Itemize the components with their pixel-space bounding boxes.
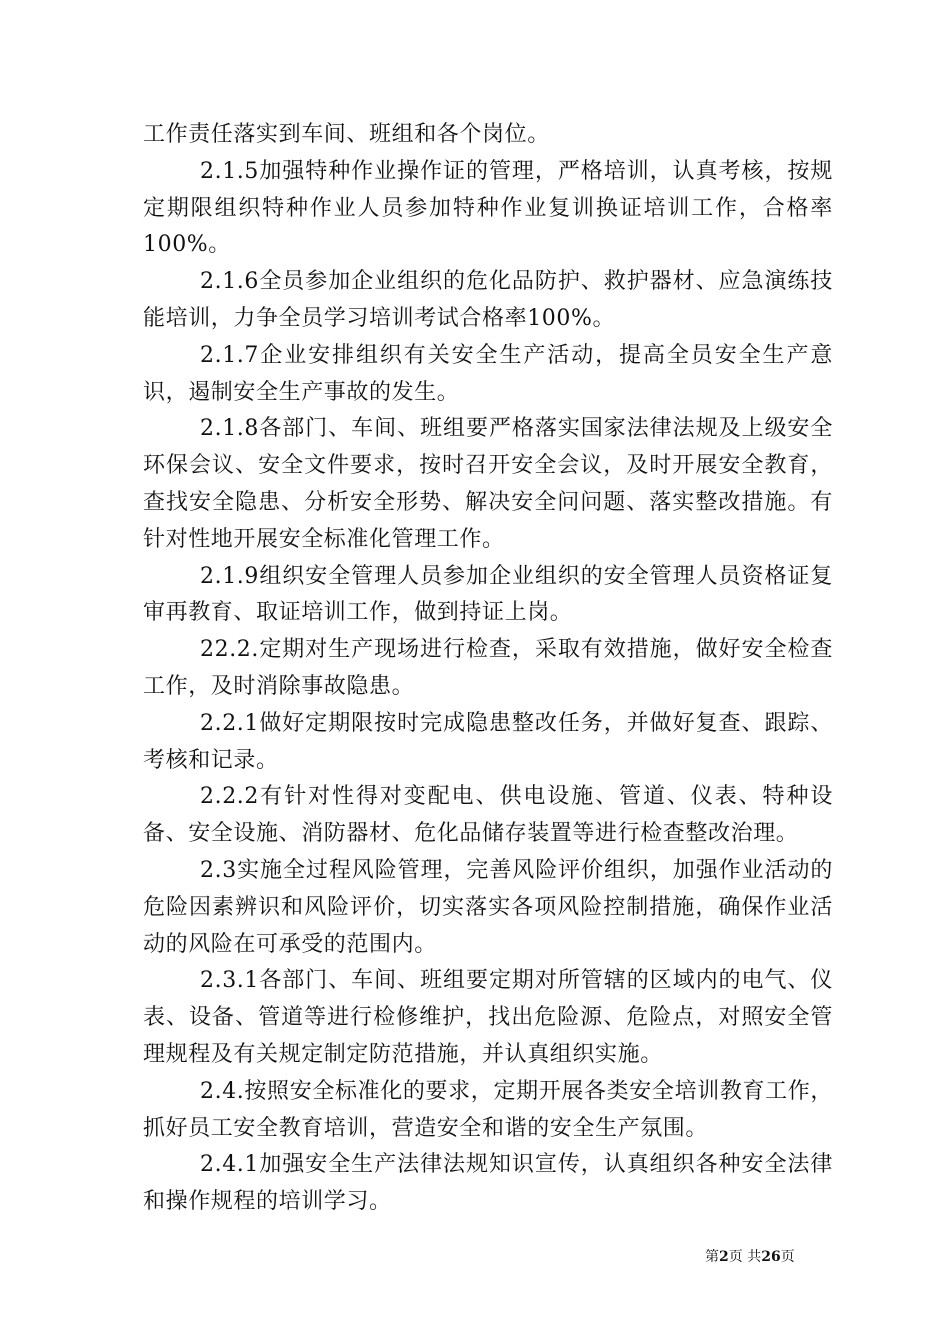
page-number-suffix: 页 bbox=[780, 1249, 795, 1265]
paragraph: 2.1.5加强特种作业操作证的管理，严格培训，认真考核，按规定期限组织特种作业人员参加特种作业复训换证培训工作，合格率100%。 bbox=[143, 158, 833, 258]
paragraph: 工作责任落实到车间、班组和各个岗位。 bbox=[143, 122, 550, 147]
page-number-prefix: 第 bbox=[705, 1249, 719, 1265]
paragraph: 2.2.2有针对性得对变配电、供电设施、管道、仪表、特种设备、安全设施、消防器材、危化品储存装置等进行检查整改治理。 bbox=[143, 784, 833, 847]
paragraph: 2.1.7企业安排组织有关安全生产活动，提高全员安全生产意识，遏制安全生产事故的发生。 bbox=[143, 342, 833, 405]
paragraph: 2.3.1各部门、车间、班组要定期对所管辖的区域内的电气、仪表、设备、管道等进行检修维护，找出危险源、危险点，对照安全管理规程及有关规定制定防范措施，并认真组织实施。 bbox=[143, 968, 833, 1067]
total-pages-number: 26 bbox=[761, 1249, 781, 1265]
paragraph: 2.1.6全员参加企业组织的危化品防护、救护器材、应急演练技能培训，力争全员学习培训考试合格率100%。 bbox=[143, 269, 833, 331]
paragraph: 2.1.8各部门、车间、班组要严格落实国家法律法规及上级安全环保会议、安全文件要求，按时召开安全会议，及时开展安全教育，查找安全隐患、分析安全形势、解决安全问问题、落实整改措施。有针对性地开展安全标准化管理工作。 bbox=[143, 416, 833, 552]
page-number-middle: 页 共 bbox=[728, 1249, 762, 1265]
document-body bbox=[143, 117, 833, 1221]
paragraph: 2.3实施全过程风险管理，完善风险评价组织，加强作业活动的危险因素辨识和风险评价，切实落实各项风险控制措施，确保作业活动的风险在可承受的范围内。 bbox=[143, 857, 833, 957]
paragraph: 2.4.1加强安全生产法律法规知识宣传，认真组织各种安全法律和操作规程的培训学习。 bbox=[143, 1152, 833, 1215]
paragraph: 2.1.9组织安全管理人员参加企业组织的安全管理人员资格证复审再教育、取证培训工作，做到持证上岗。 bbox=[143, 563, 833, 626]
page-number-footer bbox=[705, 1246, 795, 1266]
paragraph: 2.2.1做好定期限按时完成隐患整改任务，并做好复查、跟踪、考核和记录。 bbox=[143, 710, 833, 773]
paragraph: 2.4.按照安全标准化的要求，定期开展各类安全培训教育工作，抓好员工安全教育培训，营造安全和谐的安全生产氛围。 bbox=[143, 1078, 833, 1141]
paragraph: 22.2.定期对生产现场进行检查，采取有效措施，做好安全检查工作，及时消除事故隐患。 bbox=[143, 637, 833, 699]
current-page-number: 2 bbox=[719, 1249, 729, 1265]
